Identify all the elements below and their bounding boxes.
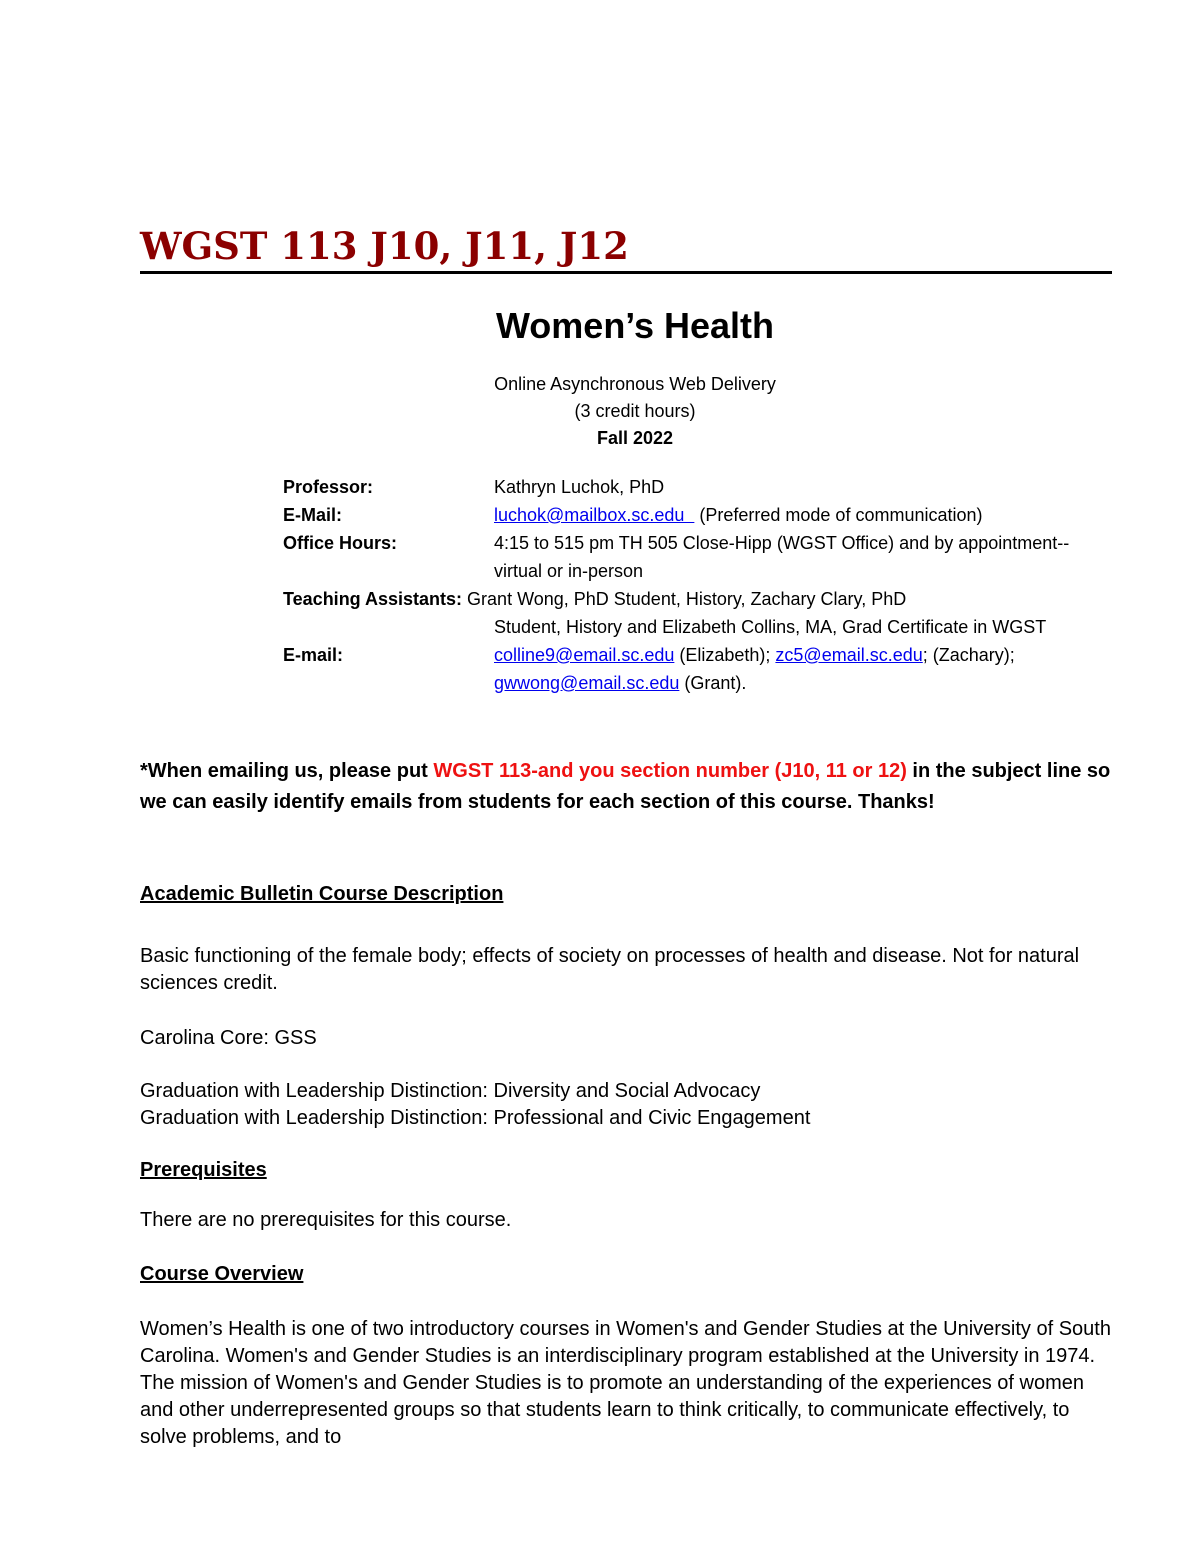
teaching-assistants-row (283, 585, 1103, 641)
credit-hours: (3 credit hours) (574, 401, 696, 421)
teaching-assistants-label: Teaching Assistants: (283, 589, 463, 609)
bulletin-description: Basic functioning of the female body; effects of society on processes of health and disease. Not for natural sciences credit. (140, 945, 1080, 994)
office-hours-row (283, 529, 1103, 585)
course-code-heading: WGST 113 J10, J11, J12 (140, 224, 629, 268)
prerequisites-heading: Prerequisites (140, 1159, 267, 1181)
ta-email-grant-link[interactable]: gwwong@email.sc.edu (494, 673, 680, 693)
notice-part-3: in the subject line so we can easily identify emails from students for each section of this course. Thanks! (140, 760, 1111, 813)
ta-email-grant-name: (Grant). (679, 673, 747, 693)
distinction-civic: Graduation with Leadership Distinction: Professional and Civic Engagement (140, 1107, 811, 1129)
bulletin-heading: Academic Bulletin Course Description (140, 883, 504, 905)
office-hours-value: 4:15 to 515 pm TH 505 Close-Hipp (WGST Office) and by appointment--virtual or in-person (494, 533, 1070, 581)
term: Fall 2022 (596, 428, 674, 448)
ta-email-elizabeth-name: (Elizabeth); (674, 645, 776, 665)
ta-email-elizabeth-link[interactable]: colline9@email.sc.edu (494, 645, 675, 665)
email-row (283, 501, 1103, 529)
office-hours-label: Office Hours: (283, 533, 398, 553)
course-title: Women’s Health (495, 305, 775, 346)
ta-email-label: E-mail: (283, 645, 344, 665)
email-label: E-Mail: (283, 505, 343, 525)
professor-value: Kathryn Luchok, PhD (494, 477, 665, 497)
delivery-mode: Online Asynchronous Web Delivery (494, 374, 776, 394)
course-info-table (283, 473, 1103, 697)
professor-row (283, 473, 1103, 501)
notice-part-1: *When emailing us, please put (140, 760, 434, 782)
teaching-assistants-value-rest: Student, History and Elizabeth Collins, MA, Grad Certificate in WGST (494, 617, 1047, 637)
ta-email-zachary-name: ; (Zachary); (922, 645, 1020, 665)
course-overview-text: Women’s Health is one of two introductory courses in Women's and Gender Studies at the University of South Carolina. Women's and Gender Studies is an interdisciplinary program established at the University in 1974. The mission of Women's and Gender Studies is to promote an understanding of the experiences of women and other underrepresented groups so that students learn to think critically, to communicate effectively, to solve problems, and to (140, 1318, 1111, 1448)
email-note: (Preferred mode of communication) (694, 505, 983, 525)
teaching-assistants-value-first: Grant Wong, PhD Student, History, Zachary Clary, PhD (462, 589, 907, 609)
heading-rule (140, 271, 1112, 274)
email-notice (140, 756, 1115, 818)
prerequisites-text: There are no prerequisites for this course. (140, 1209, 512, 1231)
distinction-diversity: Graduation with Leadership Distinction: Diversity and Social Advocacy (140, 1080, 761, 1102)
professor-email-link[interactable]: luchok@mailbox.sc.edu (494, 505, 695, 525)
course-overview-heading: Course Overview (140, 1263, 304, 1285)
ta-email-row (283, 641, 1103, 697)
notice-section-number: WGST 113-and you section number (J10, 11 or 12) (433, 760, 907, 782)
professor-label: Professor: (283, 477, 374, 497)
carolina-core: Carolina Core: GSS (140, 1027, 317, 1049)
ta-email-zachary-link[interactable]: zc5@email.sc.edu (775, 645, 923, 665)
